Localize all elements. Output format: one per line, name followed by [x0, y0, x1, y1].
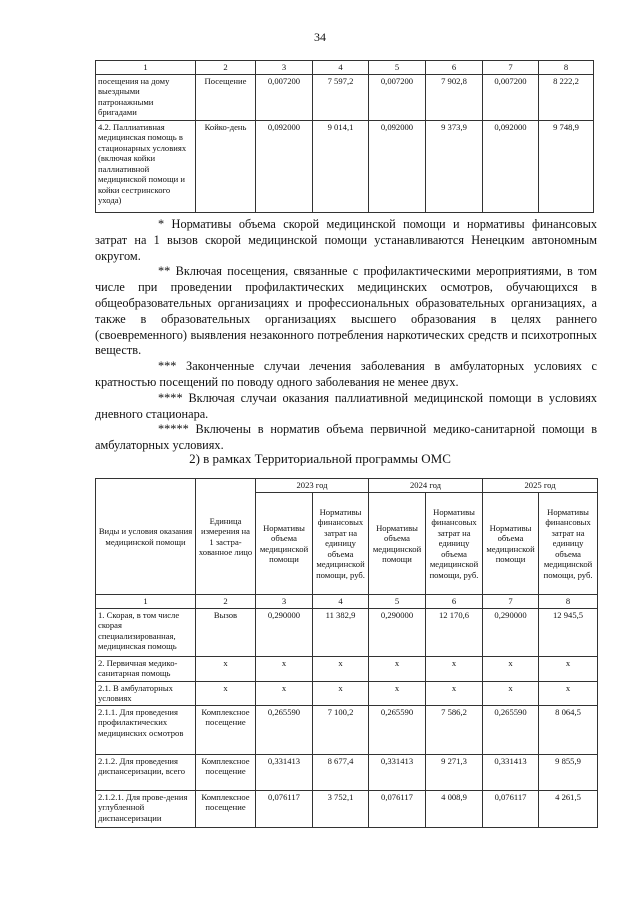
table-cell: 0,331413 [256, 754, 313, 790]
table-cell: 7 902,8 [426, 74, 483, 120]
column-number: 6 [426, 61, 483, 75]
table-cell: х [196, 681, 256, 705]
column-number: 1 [96, 595, 196, 609]
table-cell: 7 597,2 [313, 74, 369, 120]
table-cell: Комплексное посещение [196, 705, 256, 754]
column-number: 2 [196, 61, 256, 75]
table-cell: х [196, 656, 256, 681]
table-oms-program [95, 478, 598, 828]
table-cell: 9 855,9 [539, 754, 598, 790]
table-cell: 0,092000 [256, 120, 313, 212]
table-cell: х [426, 681, 483, 705]
footnote: **** Включая случаи оказания паллиативной медицинской помощи в условиях дневного стационара. [95, 390, 597, 421]
row-label: 2.1. В амбулаторных условиях [96, 681, 196, 705]
table-cell: 8 064,5 [539, 705, 598, 754]
table-cell: 4 008,9 [426, 790, 483, 827]
header-year: 2023 год [256, 479, 369, 493]
column-number: 4 [313, 61, 369, 75]
footnote: *** Законченные случаи лечения заболевания в амбулаторных условиях с кратностью посещений по поводу одного заболевания не менее двух. [95, 359, 597, 389]
table-cell: х [483, 681, 539, 705]
table-cell: 0,290000 [256, 608, 313, 656]
header-cost: Нормативы финансовых затрат на единицу объема медицинской помощи, руб. [313, 493, 369, 595]
table-cell: 0,265590 [256, 705, 313, 754]
table-row [96, 656, 598, 681]
header-unit: Единица измерения на 1 застра-хованное лицо [196, 479, 256, 595]
table-cell: 0,092000 [369, 120, 426, 212]
footnote: ** Включая посещения, связанные с профилактическими мероприятиями, в том числе при проведении профилактических медицинских осмотров, обучающихся в общеобразовательных организациях и профессиональных образовательных организациях, а также в образовательных организациях высшего образования в целях раннего (своевременного) выявления незаконного потребления наркотических средств и психотропных веществ. [95, 264, 597, 358]
table-row [96, 790, 598, 827]
column-number: 5 [369, 595, 426, 609]
table-cell: 8 222,2 [539, 74, 594, 120]
table-cell: 0,290000 [369, 608, 426, 656]
table-row [96, 74, 594, 120]
table-cell: 9 748,9 [539, 120, 594, 212]
column-number: 6 [426, 595, 483, 609]
row-label: 2.1.1. Для проведения профилактических медицинских осмотров [96, 705, 196, 754]
column-number: 7 [483, 61, 539, 75]
table-cell: 0,007200 [483, 74, 539, 120]
column-number: 8 [539, 595, 598, 609]
column-number-row [96, 595, 598, 609]
table-cell: 0,265590 [369, 705, 426, 754]
row-label: 2. Первичная медико-санитарная помощь [96, 656, 196, 681]
table-cell: Комплексное посещение [196, 790, 256, 827]
table-row [96, 754, 598, 790]
table-cell: х [256, 681, 313, 705]
header-volume: Нормативы объема медицинской помощи [483, 493, 539, 595]
row-label: 2.1.2.1. Для прове-дения углубленной диспансеризации [96, 790, 196, 827]
table-cell: 0,331413 [369, 754, 426, 790]
footnote: * Нормативы объема скорой медицинской помощи и нормативы финансовых затрат на 1 вызов скорой медицинской помощи устанавливаются Ненецким автономным округом. [95, 217, 597, 263]
table-cell: 9 014,1 [313, 120, 369, 212]
table-cell: х [539, 681, 598, 705]
table-territorial-program-continued [95, 60, 594, 213]
table-cell: 12 170,6 [426, 608, 483, 656]
table-cell: 0,265590 [483, 705, 539, 754]
header-cost: Нормативы финансовых затрат на единицу объема медицинской помощи, руб. [426, 493, 483, 595]
header-volume: Нормативы объема медицинской помощи [369, 493, 426, 595]
table-cell: 9 271,3 [426, 754, 483, 790]
table-cell: х [313, 681, 369, 705]
footnote: ***** Включены в норматив объема первичной медико-санитарной помощи в амбулаторных условиях. [95, 422, 597, 453]
footnotes [95, 212, 597, 454]
table-cell: 3 752,1 [313, 790, 369, 827]
column-number: 8 [539, 61, 594, 75]
column-number-row [96, 61, 594, 75]
table-cell: Посещение [196, 74, 256, 120]
table-row [96, 705, 598, 754]
table-row [96, 120, 594, 212]
table-cell: х [369, 681, 426, 705]
table-cell: 0,076117 [483, 790, 539, 827]
table-cell: 0,007200 [369, 74, 426, 120]
section-heading: 2) в рамках Территориальной программы ОМС [189, 451, 451, 466]
table-row [96, 608, 598, 656]
page-number: 34 [314, 30, 326, 44]
header-year: 2025 год [483, 479, 598, 493]
row-label: 1. Скорая, в том числе скорая специализированная, медицинская помощь [96, 608, 196, 656]
table-cell: 7 586,2 [426, 705, 483, 754]
table-cell: 9 373,9 [426, 120, 483, 212]
table-cell: 7 100,2 [313, 705, 369, 754]
table-cell: х [426, 656, 483, 681]
table-cell: х [483, 656, 539, 681]
table-cell: 8 677,4 [313, 754, 369, 790]
table-cell: х [256, 656, 313, 681]
table-row [96, 681, 598, 705]
table-cell: 0,076117 [369, 790, 426, 827]
table-cell: х [369, 656, 426, 681]
column-number: 2 [196, 595, 256, 609]
column-number: 5 [369, 61, 426, 75]
table-cell: 11 382,9 [313, 608, 369, 656]
header-volume: Нормативы объема медицинской помощи [256, 493, 313, 595]
table-cell: Койко-день [196, 120, 256, 212]
table-cell: х [313, 656, 369, 681]
table-cell: Комплексное посещение [196, 754, 256, 790]
row-label: 4.2. Паллиативная медицинская помощь в стационарных условиях (включая койки паллиативной медицинской помощи и койки сестринского ухода) [96, 120, 196, 212]
table-cell: х [539, 656, 598, 681]
table-cell: 0,092000 [483, 120, 539, 212]
row-label: 2.1.2. Для проведения диспансеризации, всего [96, 754, 196, 790]
table-cell: 0,290000 [483, 608, 539, 656]
column-number: 3 [256, 595, 313, 609]
table-cell: Вызов [196, 608, 256, 656]
table-cell: 0,331413 [483, 754, 539, 790]
column-number: 7 [483, 595, 539, 609]
table-cell: 0,007200 [256, 74, 313, 120]
header-year: 2024 год [369, 479, 483, 493]
table-cell: 0,076117 [256, 790, 313, 827]
column-number: 1 [96, 61, 196, 75]
column-number: 4 [313, 595, 369, 609]
header-cost: Нормативы финансовых затрат на единицу объема медицинской помощи, руб. [539, 493, 598, 595]
row-label: посещения на дому выездными патронажными бригадами [96, 74, 196, 120]
header-service-type: Виды и условия оказания медицинской помощи [96, 479, 196, 595]
table-cell: 12 945,5 [539, 608, 598, 656]
column-number: 3 [256, 61, 313, 75]
table-cell: 4 261,5 [539, 790, 598, 827]
